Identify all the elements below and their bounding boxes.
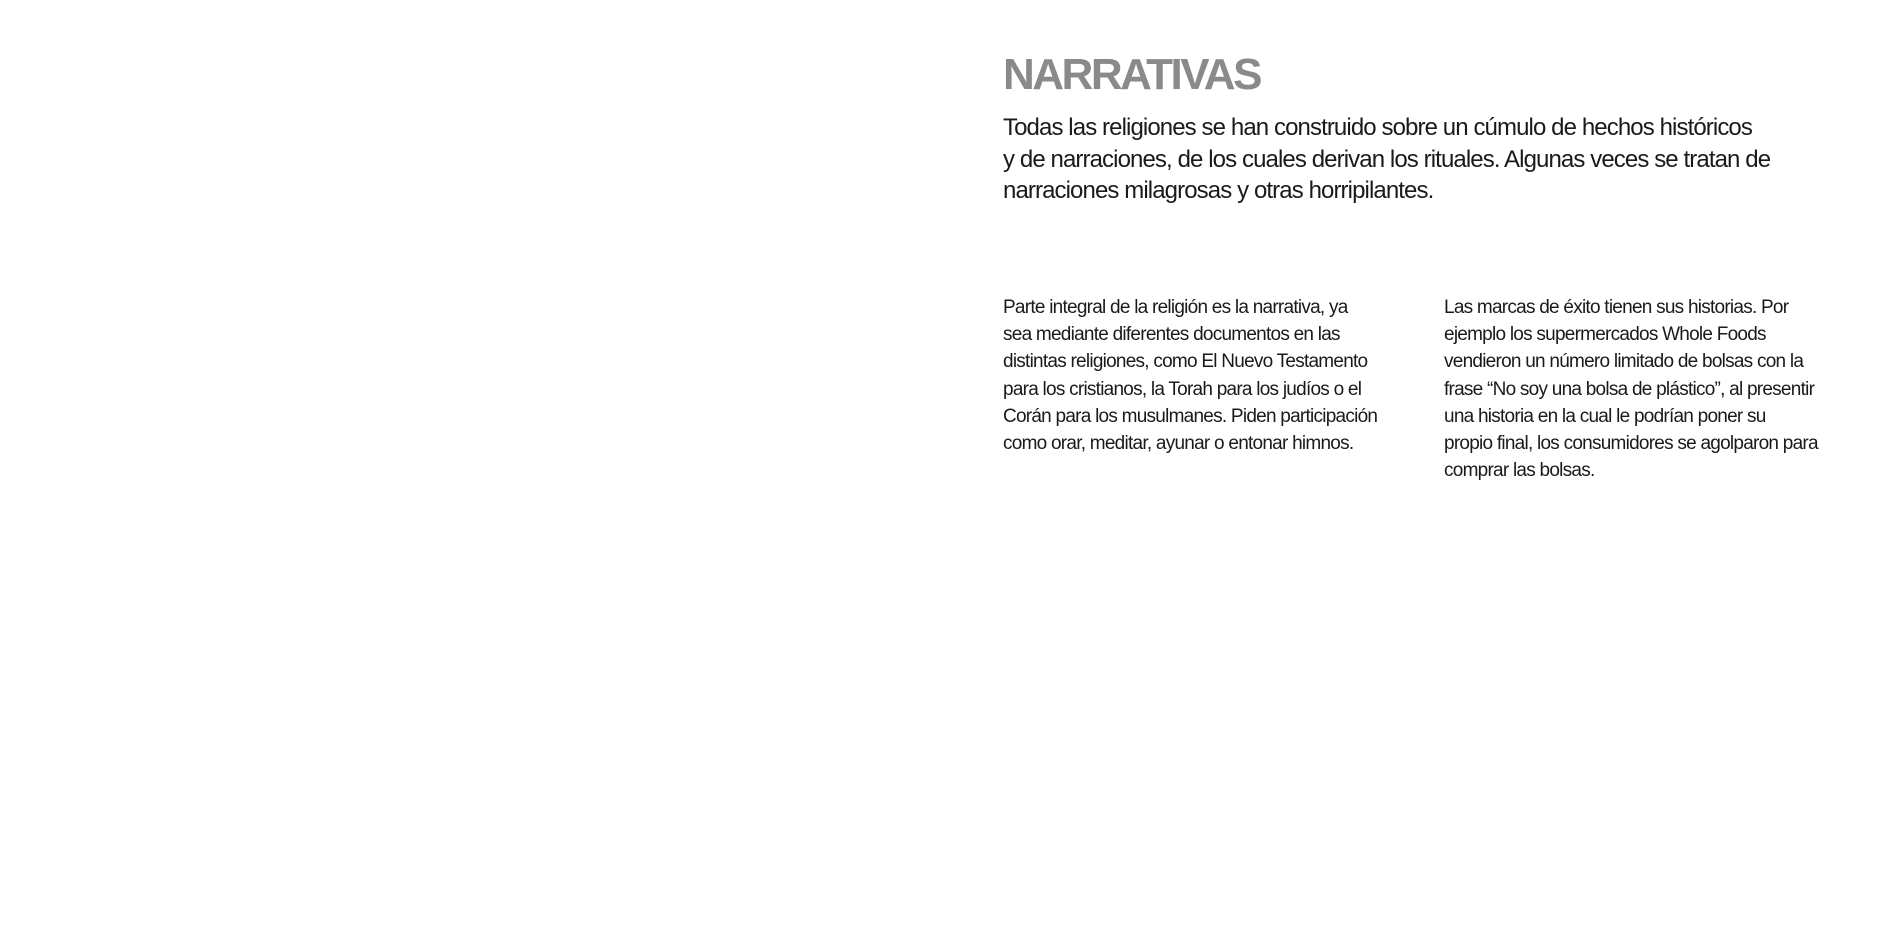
body-line: frase “No soy una bolsa de plástico”, al presentir bbox=[1444, 378, 1815, 400]
body-line: Parte integral de la religión es la narrativa, ya bbox=[1003, 297, 1348, 318]
body-line: sea mediante diferentes documentos en las bbox=[1003, 324, 1340, 346]
body-line: una historia en la cual le podrían poner su bbox=[1444, 405, 1766, 427]
lead-line: narraciones milagrosas y otras horripilantes. bbox=[1003, 177, 1434, 204]
body-column-left bbox=[1003, 294, 1377, 457]
body-line: comprar las bolsas. bbox=[1444, 460, 1595, 482]
body-line: como orar, meditar, ayunar o entonar himnos. bbox=[1003, 433, 1354, 455]
body-line: ejemplo los supermercados Whole Foods bbox=[1444, 324, 1766, 346]
body-line: para los cristianos, la Torah para los judíos o el bbox=[1003, 378, 1362, 400]
section-title: NARRATIVAS bbox=[1003, 50, 1260, 99]
body-line: Las marcas de éxito tienen sus historias. Por bbox=[1444, 297, 1789, 318]
lead-line: y de narraciones, de los cuales derivan los rituales. Algunas veces se tratan de bbox=[1003, 145, 1771, 173]
body-line: propio final, los consumidores se agolparon para bbox=[1444, 433, 1818, 455]
lead-line: Todas las religiones se han construido sobre un cúmulo de hechos históricos bbox=[1003, 114, 1752, 141]
lead-paragraph bbox=[1003, 112, 1770, 207]
body-line: vendieron un número limitado de bolsas con la bbox=[1444, 351, 1804, 373]
body-line: distintas religiones, como El Nuevo Testamento bbox=[1003, 351, 1368, 373]
body-column-right bbox=[1444, 294, 1818, 484]
body-line: Corán para los musulmanes. Piden participación bbox=[1003, 405, 1378, 427]
